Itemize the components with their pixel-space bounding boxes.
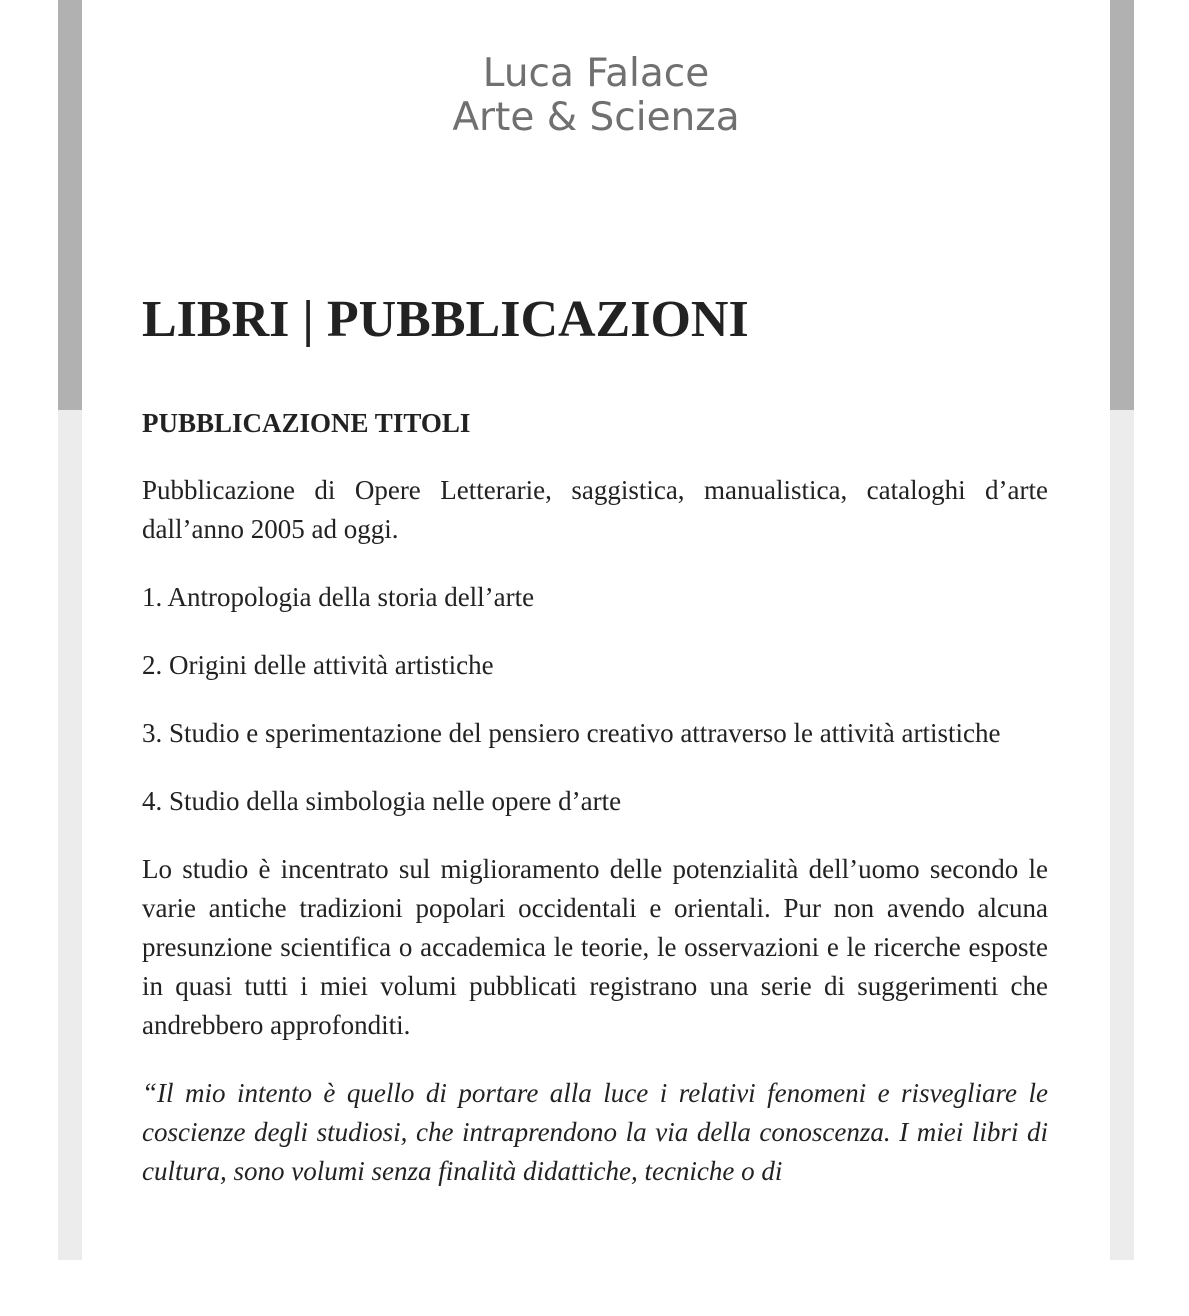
scrollbar[interactable] [1110,0,1134,1260]
list-item: 1. Antropologia della storia dell’arte [142,582,535,612]
site-header [82,52,1110,140]
main-content [142,290,1048,1191]
site-name[interactable]: Luca Falace [482,51,710,96]
list-item: 4. Studio della simbologia nelle opere d’arte [142,786,622,816]
section-title: PUBBLICAZIONE TITOLI [142,408,471,438]
scrollbar-thumb[interactable] [1110,0,1134,410]
page-title: LIBRI | PUBBLICAZIONI [142,291,749,348]
left-gutter-thumb [58,0,82,410]
left-gutter [58,0,82,1260]
site-tagline: Arte & Scienza [452,95,740,140]
intro-paragraph: Pubblicazione di Opere Letterarie, saggistica, manualistica, cataloghi d’arte dall’anno 2005 ad oggi. [142,475,1048,544]
list-item: 3. Studio e sperimentazione del pensiero creativo attraverso le attività artistiche [142,718,1001,748]
quote-paragraph: “Il mio intento è quello di portare alla luce i relativi fenomeni e risvegliare le coscienze degli studiosi, che intraprendono la via della conoscenza. I miei libri di cultura, sono volumi senza finalità didattiche, tecniche o di [142,1078,1048,1186]
body-paragraph: Lo studio è incentrato sul miglioramento delle potenzialità dell’uomo secondo le varie antiche tradizioni popolari occidentali e orientali. Pur non avendo alcuna presunzione scientifica o accademica le teorie, le osservazioni e le ricerche esposte in quasi tutti i miei volumi pubblicati registrano una serie di suggerimenti che andrebbero approfonditi. [142,854,1048,1040]
list-item: 2. Origini delle attività artistiche [142,650,494,680]
